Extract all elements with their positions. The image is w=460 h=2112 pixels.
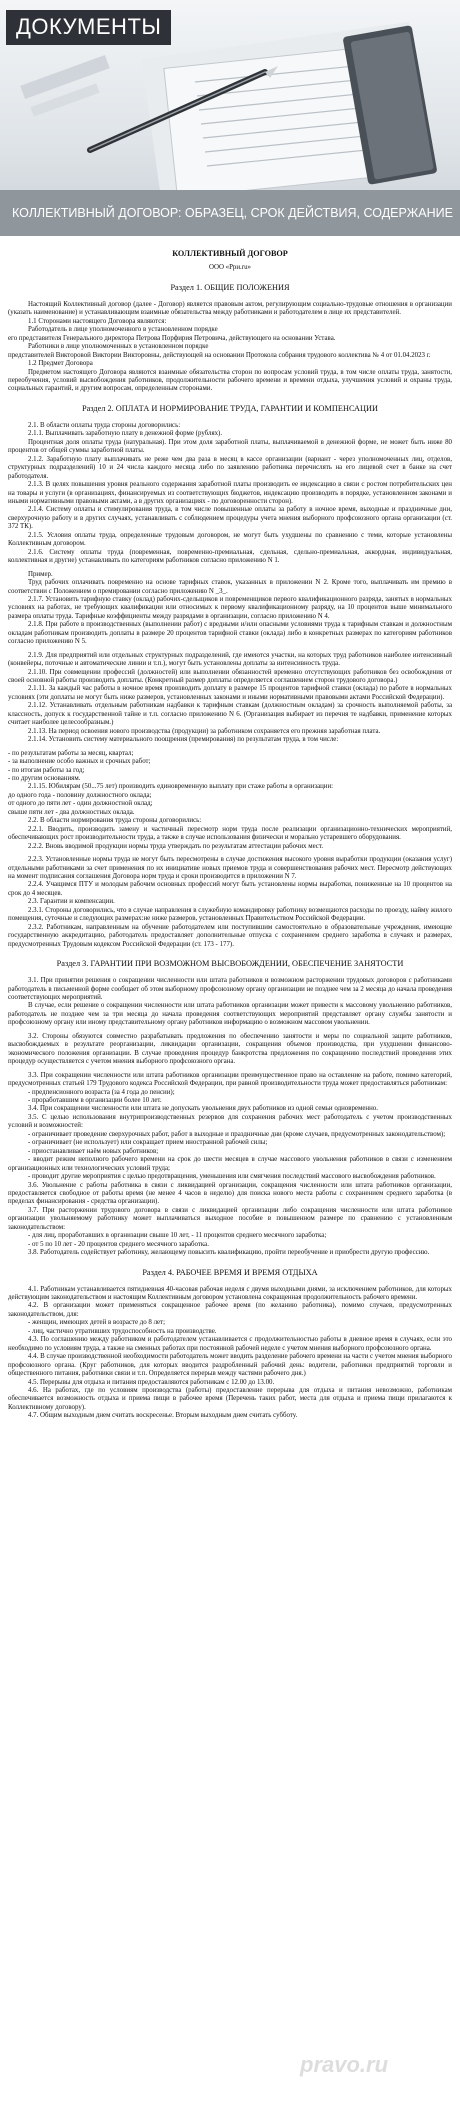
paragraph: его представителя Генерального директора Петрова Порфирия Петровича, действующего на основании Устава. — [8, 334, 336, 342]
paragraph: представителей Викторовой Виктории Викторовны, действующей на основании Протокола собрания трудового коллектива № 4 от 01.04.2023 г. — [8, 351, 431, 359]
list-item: - лиц, частично утративших трудоспособность на производстве. — [28, 1327, 217, 1335]
paragraph: 4.2. В организации может применяться сокращенное рабочее время (по желанию работника), помимо случаев, предусмотренных законодательством, для: — [8, 1302, 452, 1318]
paragraph: Пример. — [28, 570, 53, 578]
paragraph: 4.3. По соглашению между работником и работодателем устанавливается с продолжительностью работы в дневное время в случаях, если это необходимо по условиям труда, а также на сменных работах при постоянной рабочей неделе с учетом мнения выборного профсоюзного органа. — [8, 1336, 452, 1352]
paragraph: 3.3. При сокращении численности или штата работников организации преимущественное право на оставление на работе, помимо категорий, предусмотренных статьей 179 Трудового кодекса Российской Федерации, при равной производительности труда может предоставляться работникам: — [8, 1071, 452, 1088]
site-watermark: pravo.ru — [300, 2052, 389, 2077]
section-3-body — [8, 977, 452, 1258]
list-item: - предпенсионного возраста (за 4 года до пенсии); — [28, 1088, 175, 1096]
list-item: - для лиц, проработавших в организации свыше 10 лет, - 11 процентов среднего месячного заработка; — [28, 1232, 327, 1240]
paragraph: 2.1.15. Юбилярам (50...75 лет) производить единовременную выплату при стаже работы в организации: — [28, 783, 334, 791]
paragraph: 4.1. Работникам устанавливается пятидневная 40-часовая рабочая неделя с двумя выходными днями, за исключением работников, для которых действующим законодательством и настоящим Коллективным договором установлена сокращенная продолжительность рабочего времени. — [8, 1285, 452, 1302]
list-item: - приостанавливает наём новых работников; — [28, 1147, 159, 1155]
section-3-heading: Раздел 3. ГАРАНТИИ ПРИ ВОЗМОЖНОМ ВЫСВОБОЖДЕНИИ, ОБЕСПЕЧЕНИЕ ЗАНЯТОСТИ — [56, 959, 404, 969]
paragraph: 3.1. При принятии решения о сокращении численности или штата работников и возможном расторжении трудовых договоров с работниками работодатель в письменной форме сообщает об этом выборному профсоюзному органу организации не позднее чем за 2 месяца до начала проведения соответствующих мероприятий. — [8, 977, 452, 1001]
list-item: до одного года - половину должностного оклада; — [8, 791, 152, 799]
paragraph: Труд рабочих оплачивать повременно на основе тарифных ставок, указанных в приложении N 2. Кроме того, выплачивать им премию в соответствии с Положением о премировании согласно приложению N _3_. — [8, 579, 452, 595]
paragraph: 4.5. Перерывы для отдыха и питания предоставляются работникам с 12.00 до 13.00. — [28, 1378, 275, 1386]
paragraph: В случае, если решение о сокращении численности или штата работников организации может привести к массовому увольнению работников, работодатель не позднее чем за три месяца до начала проведения соответствующих мероприятий представляет органу службы занятости и профсоюзному органу или иному представительному органу работников информацию о возможном массовом увольнении. — [8, 1002, 452, 1027]
paragraph: 3.6. Увольнение с работы работника в связи с ликвидацией организации, сокращения численности или штата работников организации, предоставляется свободное от работы время (не менее 4 часов в неделю) для поиска нового места работы с сохранением среднего заработка (в пределах финансирования - средства организации). — [8, 1181, 452, 1206]
paragraph: 2.3. Гарантии и компенсации. — [28, 898, 115, 906]
section-4-heading: Раздел 4. РАБОЧЕЕ ВРЕМЯ И ВРЕМЯ ОТДЫХА — [142, 1267, 318, 1277]
paragraph: 3.7. При расторжении трудового договора в связи с ликвидацией организации либо сокращения численности или штата работников организации увольняемому работнику может выплачиваться выходное пособие в повышенном размере по сравнению с установленным законодательством: — [8, 1206, 452, 1231]
paragraph: 3.5. С целью использования внутрипроизводственных резервов для сохранения рабочих мест работодатель с учетом производственных условий и возможностей: — [8, 1113, 452, 1130]
list-item: - по итогам работы за год; — [8, 766, 85, 774]
list-item: - проработавшим в организации более 10 лет. — [28, 1096, 162, 1104]
paragraph: 2.1.14. Установить систему материального поощрения (премирования) по результатам труда, в том числе: — [28, 736, 339, 744]
section-2-heading: Раздел 2. ОПЛАТА И НОРМИРОВАНИЕ ТРУДА, ГАРАНТИИ И КОМПЕНСАЦИИ — [81, 403, 379, 413]
section-2-body — [8, 422, 452, 949]
list-item: - по результатам работы за месяц, квартал; — [8, 749, 134, 757]
paragraph: 1.2 Предмет Договора — [28, 360, 93, 368]
paragraph: 4.7. Общим выходным днем считать воскресенье. Вторым выходным днем считать субботу. — [28, 1412, 298, 1420]
paragraph: 2.1.4. Систему оплаты и стимулирования труда, в том числе повышенные оплаты за работу в ночное время, выходные и праздничные дни, сверхурочную работу и в других случаях, устанавливать с соблюдением процедуры учета мнения выборного профсоюзного органа организации (ст. 372 ТК). — [8, 506, 452, 531]
paragraph: Предметом настоящего Договора являются взаимные обязательства сторон по вопросам условий труда, в том числе оплаты труда, занятости, переобучения, условий высвобождения работников, продолжительности рабочего времени и времени отдыха, улучшения условий и охраны труда, социальных гарантий, и другим вопросам, определенным сторонами. — [8, 368, 452, 393]
paragraph: 2.1. В области оплаты труда стороны договорились: — [28, 421, 181, 429]
paragraph: 2.2.2. Вновь вводимой продукции нормы труда утверждать по результатам аттестации рабочих мест. — [28, 842, 324, 850]
document-title: КОЛЛЕКТИВНЫЙ ДОГОВОР — [172, 249, 288, 258]
article-banner — [0, 0, 460, 236]
organization-name: ООО «Рри.ru» — [209, 264, 251, 272]
paragraph: 3.2. Стороны обязуются совместно разрабатывать предложения по обеспечению занятости и меры по социальной защите работников, высвобождаемых в результате реорганизации, ликвидации организации, сокращения объемов производства, при ухудшении финансово-экономического положения организации. В случае проведения процедур банкротства предложения по сокращению последствий проведения этих процедур осуществляется с учетом мнения выборного профсоюзного органа. — [8, 1032, 452, 1066]
paragraph: Настоящий Коллективный договор (далее - Договор) является правовым актом, регулирующим социально-трудовые отношения в организации (указать наименование) и устанавливающим взаимные обязательства между работниками и работодателем в лице их представителей. — [8, 300, 452, 317]
paragraph: 2.1.8. При работе в производственных (выполнении работ) с вредными и/или опасными условиями труда к тарифным ставкам и должностным окладам работникам производить доплаты в размере 20 процентов тарифной ставки (оклада) либо в конкретных размерах по категориям работников согласно приложению N 5. — [8, 621, 452, 646]
paragraph: 2.3.1. Стороны договорились, что в случае направления в служебную командировку работнику возмещаются расходы по проезду, найму жилого помещения, суточные и следующих размерах:не ниже размеров, установленных Правительством Российской Федерации. — [8, 906, 452, 923]
list-item: - за выполнение особо важных и срочных работ; — [8, 758, 151, 766]
paragraph: Работодатель в лице уполномоченного в установленном порядке — [28, 326, 218, 334]
paragraph: 3.8. Работодатель содействует работнику, желающему повысить квалификацию, пройти переобучение и приобрести другую профессию. — [28, 1249, 430, 1257]
paragraph: 2.2.3. Установленные нормы труда не могут быть пересмотрены в случае достижения высокого уровня выработки продукции (оказания услуг) отдельными работниками за счет применения по их инициативе новых приемов труда и совершенствования рабочих мест. Пересмотр действующих на момент подписания соглашения Договора норм труда и сроки производится в приложении N 7. — [8, 856, 452, 880]
paragraph: 2.1.9. Для предприятий или отдельных структурных подразделений, где имеются участки, на которых труд работников наиболее интенсивный (конвейеры, поточные и автоматические линии и т.п.), могут быть установлены доплаты за интенсивность труда. — [8, 651, 452, 668]
paragraph: Работники в лице уполномоченных в установленном порядке — [28, 343, 209, 351]
paragraph: Процентная доля оплаты труда (натуральная). При этом доля заработной платы, выплачиваемой в денежной форме, не может быть ниже 80 процентов от общей суммы заработной платы. — [8, 438, 452, 455]
section-tag: ДОКУМЕНТЫ — [6, 10, 171, 45]
paragraph: 4.6. На работах, где по условиям производства (работы) предоставление перерыва для отдыха и питания невозможно, работникам обеспечивается возможность отдыха и приема пищи в рабочее время (Перечень таких работ, места для отдыха и приема пищи прилагаются к Коллективному договору). — [8, 1387, 452, 1411]
paragraph: 2.1.10. При совмещении профессий (должностей) или выполнении обязанностей временно отсутствующих работников без освобождения от своей основной работы производить доплаты. (Конкретный размер доплаты определяется соглашением сторон трудового договора.) — [8, 668, 452, 685]
paragraph: 2.1.12. Устанавливать отдельным работникам надбавки к тарифным ставкам (должностным окладам) за срочность выполняемой работы, за классность, допуск к государственной тайне и т.п. согласно приложению N 6. (Организация выбирает из перечня те надбавки, применение которых считает наиболее целесообразным.) — [8, 702, 452, 727]
paragraph: 2.1.13. На период освоения нового производства (продукции) за работником сохраняется его прежняя заработная плата. — [28, 727, 381, 735]
paragraph: 4.4. В случае производственной необходимости работодатель может вводить разделение рабочего времени на части с учетом мнения выборного профсоюзного органа. (Круг работников, для которых вводится раздробленный рабочий день: водители, работники предприятий торговли и общественного питания, работники связи и т.п. Определяется перерыв между частями рабочего дня.) — [8, 1353, 452, 1378]
list-item: - ограничивает проведение сверхурочных работ, работ в выходные и праздничные дни (кроме случаев, предусмотренных законодательством); — [28, 1130, 446, 1138]
list-item: - вводит режим неполного рабочего времени на срок до шести месяцев в случае массового увольнения работников в связи с изменением организационных или технологических условий труда; — [8, 1156, 452, 1172]
paragraph: 2.1.1. Выплачивать заработную плату в денежной форме (рублях). — [28, 430, 223, 438]
list-item: - ограничивает (не использует) или сокращает прием иностранной рабочей силы; — [28, 1139, 268, 1147]
paragraph: 1.1 Сторонами настоящего Договора являются: — [28, 317, 167, 325]
paragraph: 2.1.2. Заработную плату выплачивать не реже чем два раза в месяц в кассе организации (вариант - через уполномоченных лиц, отделов, структурных подразделений) 10 и 24 числа каждого месяца либо по заявлению работника перечислять на его лицевой счет в банке на счет работодателя. — [8, 455, 452, 480]
paragraph: 2.2. В области нормирования труда стороны договорились: — [28, 817, 202, 825]
list-item: - по другим основаниям. — [8, 775, 81, 783]
paragraph: 2.2.4. Учащимся ПТУ и молодым рабочим основных профессий могут быть установлены нормы выработки, пониженные на 10 процентов на срок до 4 месяцев. — [8, 881, 452, 897]
contract-document — [0, 236, 460, 1421]
paragraph: 2.1.3. В целях повышения уровня реального содержания заработной платы производить ее индексацию в связи с ростом потребительских цен на товары и услуги (в организациях, финансируемых из соответствующих бюджетов, индексацию производить в порядке, установленном законами и иными нормативными правовыми актами, а в других организациях - по договоренности сторон). — [8, 481, 452, 505]
paragraph: 2.3.2. Работникам, направленным на обучение работодателем или поступившим самостоятельно в образовательные учреждения, имеющие государственную аккредитацию, работодатель предоставляет дополнительные отпуска с сохранением среднего заработка в случаях и размерах, предусмотренных Трудовым кодексом Российской Федерации (ст. 173 - 177). — [8, 923, 452, 948]
paragraph: 2.1.7. Установить тарифную ставку (оклад) рабочих-сдельщиков и повременщиков первого квалификационного разряда, занятых в нормальных условиях на работах, не требующих квалификации или относимых к первому квалификационному разряду, на 10 процентов выше минимального размера оплаты труда. Тарифные коэффициенты между разрядами в организации, согласно приложению N 4. — [8, 595, 452, 620]
paragraph: 2.2.1. Вводить, производить замену и частичный пересмотр норм труда после реализации организационно-технических мероприятий, обеспечивающих рост производительности труда, а также в случае использования физически и морально устаревшего оборудования. — [8, 825, 452, 842]
paragraph: 2.1.6. Систему оплаты труда (повременная, повременно-премиальная, сдельная, сдельно-премиальная, аккордная, индивидуальная, коллективная и другие) устанавливать по категориям работников согласно приложению N 1. — [8, 548, 452, 565]
paragraph: 2.1.5. Условия оплаты труда, определенные трудовым договором, не могут быть ухудшены по сравнению с теми, которые установлены Коллективным договором. — [8, 531, 452, 548]
banner-subtitle: КОЛЛЕКТИВНЫЙ ДОГОВОР: ОБРАЗЕЦ, СРОК ДЕЙСТВИЯ, СОДЕРЖАНИЕ — [0, 190, 460, 236]
section-1-heading: Раздел 1. ОБЩИЕ ПОЛОЖЕНИЯ — [170, 282, 290, 292]
paragraph: 2.1.11. За каждый час работы в ночное время производить доплату в размере 15 процентов тарифной ставки (оклада) по работе в нормальных условиях (эти доплаты не могут быть ниже размеров, установленных законами и иными нормативными правовыми актами Российской Федерации). — [8, 685, 452, 701]
section-4-body — [8, 1286, 452, 1421]
list-item: свыше пяти лет - два должностных оклада. — [8, 808, 135, 816]
list-item: - проводит другие мероприятия с целью предотвращения, уменьшения или смягчения последствий массового высвобождения работников. — [28, 1173, 436, 1181]
list-item: - от 5 по 10 лет - 20 процентов среднего месячного заработка. — [28, 1240, 209, 1248]
list-item: - женщин, имеющих детей в возрасте до 8 лет; — [28, 1319, 165, 1327]
paragraph: 3.4. При сокращении численности или штата не допускать увольнения двух работников из одной семьи одновременно. — [28, 1105, 378, 1113]
list-item: от одного до пяти лет - один должностной оклад; — [8, 800, 153, 808]
